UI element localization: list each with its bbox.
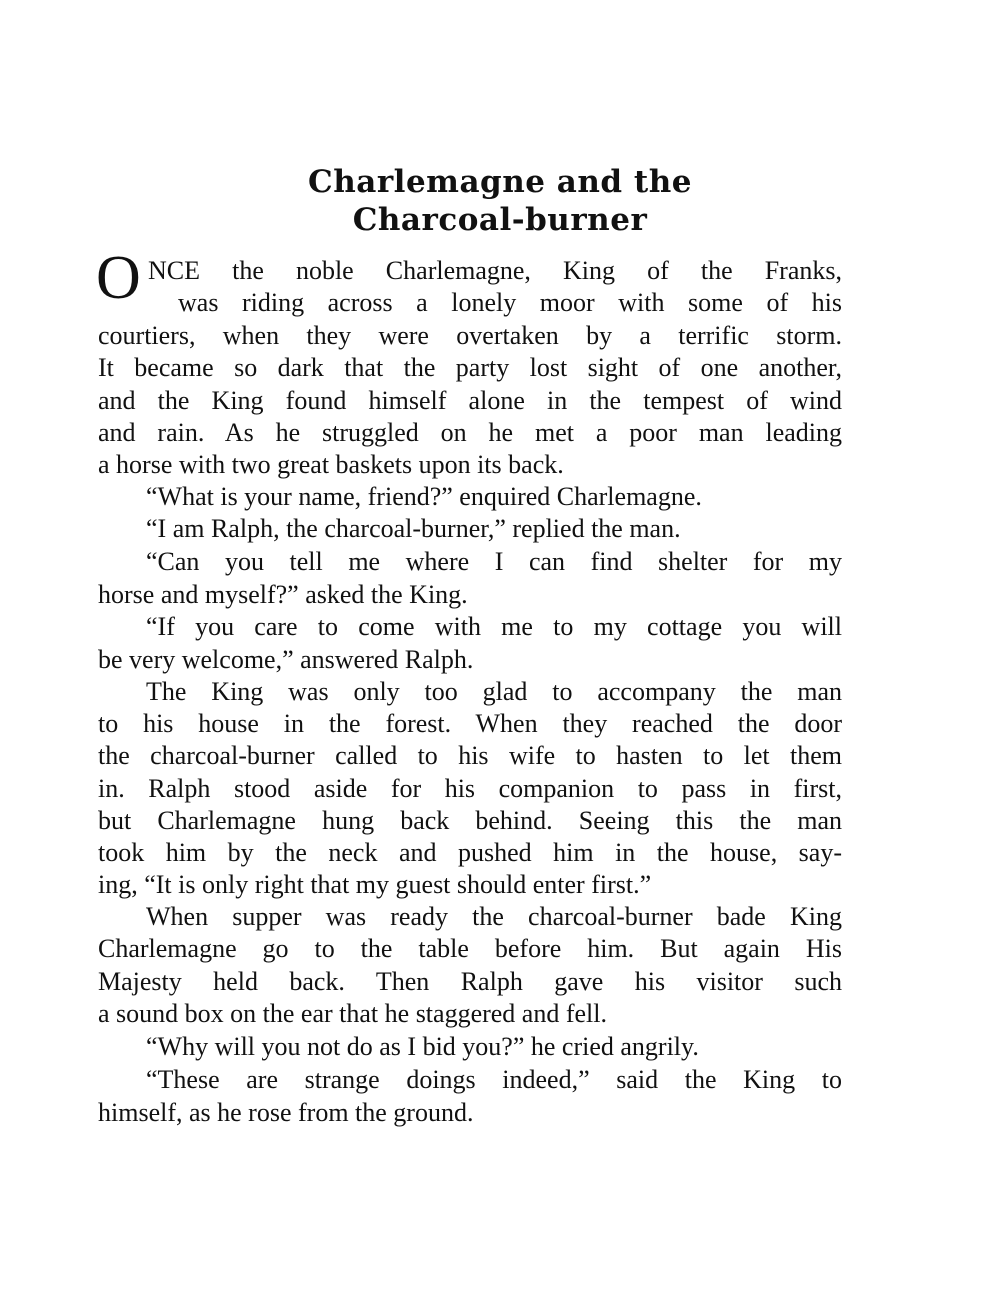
text-line: himself, as he rose from the ground.: [98, 1098, 474, 1127]
text-line: “I am Ralph, the charcoal-burner,” replied the man.: [146, 514, 681, 543]
text-line: the charcoal-burner called to his wife to hasten to let them: [98, 741, 842, 770]
text-line: Majesty held back. Then Ralph gave his visitor such: [98, 967, 842, 996]
story-title-line-1: Charlemagne and the: [308, 164, 692, 200]
text-line: in. Ralph stood aside for his companion to pass in first,: [98, 774, 842, 803]
text-line: ing, “It is only right that my guest should enter first.”: [98, 870, 652, 899]
story-title-line-2: Charcoal-burner: [352, 202, 648, 238]
text-line: “What is your name, friend?” enquired Charlemagne.: [146, 482, 702, 511]
text-line: but Charlemagne hung back behind. Seeing this the man: [98, 806, 842, 835]
text-line: be very welcome,” answered Ralph.: [98, 645, 474, 674]
text-line: “These are strange doings indeed,” said the King to: [146, 1065, 842, 1094]
text-line: took him by the neck and pushed him in the house, say-: [98, 838, 842, 867]
text-line: When supper was ready the charcoal-burner bade King: [146, 902, 842, 931]
text-line: and the King found himself alone in the tempest of wind: [98, 386, 842, 415]
drop-cap: O: [96, 244, 141, 312]
text-line: The King was only too glad to accompany the man: [146, 677, 842, 706]
text-line: Charlemagne go to the table before him. But again His: [98, 934, 842, 963]
text-line: courtiers, when they were overtaken by a terrific storm.: [98, 321, 842, 350]
text-line: and rain. As he struggled on he met a poor man leading: [98, 418, 842, 447]
text-line: was riding across a lonely moor with some of his: [178, 288, 842, 317]
text-line: “Why will you not do as I bid you?” he cried angrily.: [146, 1032, 699, 1061]
text-line: “If you care to come with me to my cottage you will: [146, 612, 842, 641]
text-line: It became so dark that the party lost sight of one another,: [98, 353, 842, 382]
text-line: to his house in the forest. When they reached the door: [98, 709, 842, 738]
text-line: “Can you tell me where I can find shelter for my: [146, 547, 842, 576]
text-line: horse and myself?” asked the King.: [98, 580, 468, 609]
text-line: NCE the noble Charlemagne, King of the Franks,: [148, 256, 842, 285]
text-line: a sound box on the ear that he staggered and fell.: [98, 999, 607, 1028]
text-line: a horse with two great baskets upon its back.: [98, 450, 564, 479]
